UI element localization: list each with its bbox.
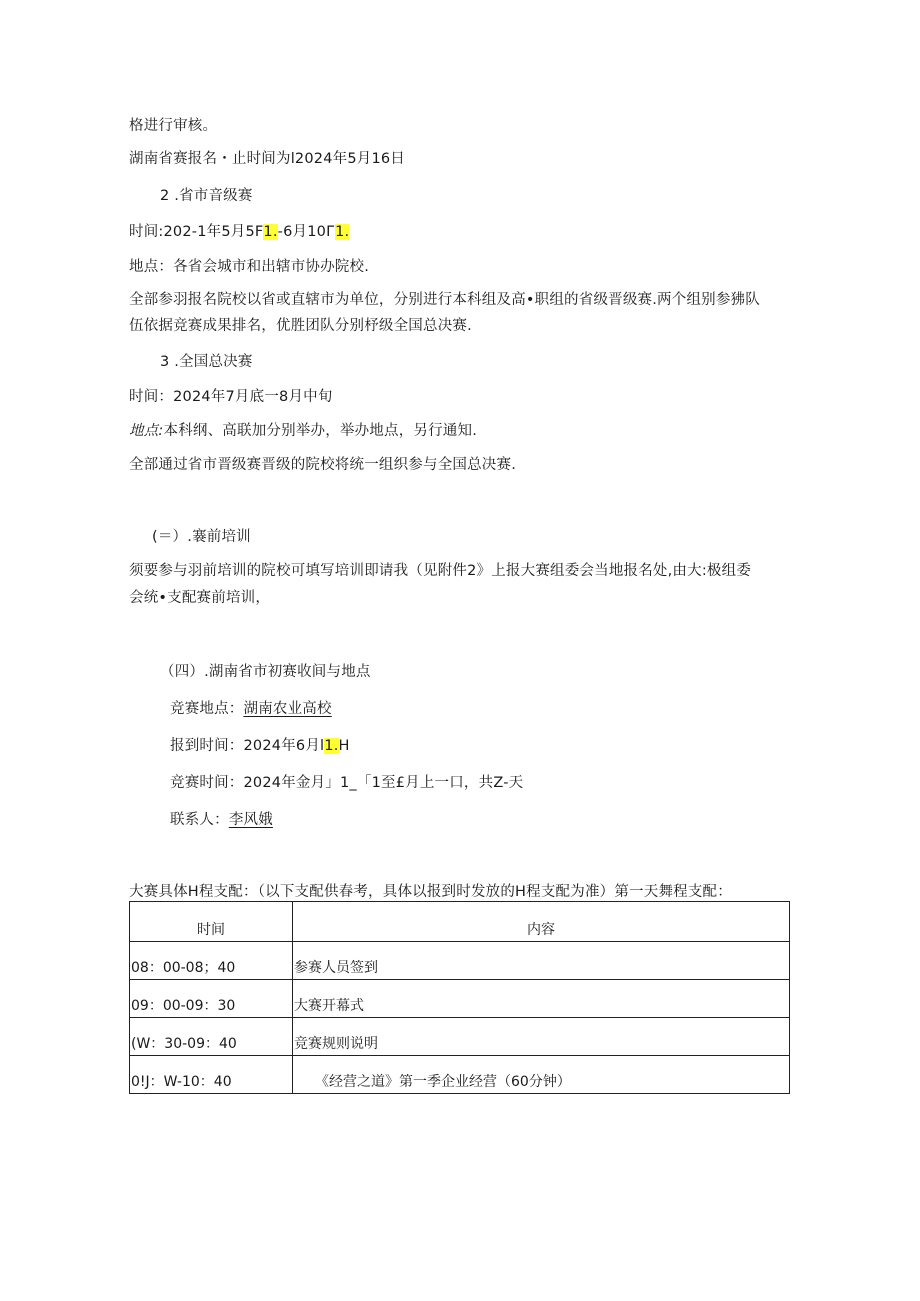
table-row	[130, 942, 790, 980]
paragraph-checkin-time	[170, 736, 350, 756]
paragraph-provincial-desc-line1: 全部参羽报名院校以省或直辖市为单位，分别进行本科组及高•职组的省级晋级赛.两个组别参狒队	[129, 292, 760, 308]
table-row	[130, 980, 790, 1018]
checkin-time-suffix: H	[338, 738, 350, 754]
cell-time: 09：00-09：30	[130, 980, 293, 1018]
heading-hunan-round: （四）.湖南省市初赛收间与地点	[160, 664, 371, 680]
cell-time: 08：00-08；40	[130, 942, 293, 980]
checkin-time-mid: l	[320, 738, 325, 754]
column-header-time: 时间	[130, 902, 293, 942]
contact-name: 李风娥	[228, 812, 273, 828]
paragraph-training-line2: 会统•支配赛前培训，	[129, 590, 271, 606]
column-header-content: 内容	[293, 902, 790, 942]
heading-provincial-round: 2 .省市音级赛	[160, 188, 253, 204]
provincial-time-mid: -6月10Г	[277, 224, 336, 240]
cell-content: 竞赛规则说明	[293, 1018, 790, 1056]
paragraph-hunan-venue	[170, 699, 332, 719]
contact-label: 联系人：	[170, 812, 229, 828]
paragraph-competition-time: 竞赛时间：2024年金月」1_「1至£月上一口，共Z-天	[170, 775, 524, 791]
national-venue-text: 本科纲、高联加分别举办，举办地点，另行通知.	[163, 423, 478, 439]
schedule-table	[129, 901, 790, 1094]
table-header-row	[130, 902, 790, 942]
heading-national-final: 3 .全国总决赛	[160, 354, 253, 370]
table-row	[130, 1018, 790, 1056]
hunan-venue-label: 竞赛地点：	[170, 701, 244, 717]
paragraph-national-desc: 全部通过省市晋级赛晋级的院校将统一组织参与全国总决赛.	[129, 457, 517, 473]
provincial-time-prefix: 时间:202-1年5月5F	[129, 224, 264, 240]
cell-content: 《经营之道》第一季企业经营（60分钟）	[293, 1056, 790, 1094]
paragraph-registration-deadline: 湖南省赛报名・止时间为l2024年5月16日	[129, 151, 406, 167]
cell-time: 0!J：W-10：40	[130, 1056, 293, 1094]
paragraph-national-time: 时间：2024年7月底一8月中旬	[129, 389, 333, 405]
paragraph-review: 格进行审核。	[129, 118, 218, 134]
cell-content: 大赛开幕式	[293, 980, 790, 1018]
national-venue-label: 地点:	[129, 423, 164, 439]
cell-time: (W：30-09：40	[130, 1018, 293, 1056]
highlight-mark: 1.	[324, 738, 339, 754]
table-row	[130, 1056, 790, 1094]
paragraph-national-venue	[129, 421, 477, 441]
highlight-mark: 1.	[335, 224, 350, 240]
highlight-mark: 1.	[263, 224, 278, 240]
paragraph-provincial-desc-line2: 伍依据竞赛成果排名，优胜团队分别杼级全国总决赛.	[129, 318, 472, 334]
paragraph-training-line1: 须要参与羽前培训的院校可填写培训即请我（见附件2》上报大赛组委会当地报名处,由大:极组委	[129, 563, 752, 579]
paragraph-schedule-intro: 大赛具体H程支配：（以下支配供春考，具体以报到时发放的H程支配为准）第一天舞程支配：	[129, 884, 732, 900]
paragraph-provincial-time	[129, 222, 349, 242]
hunan-venue-value: 湖南农业高校	[243, 701, 332, 717]
paragraph-contact	[170, 810, 273, 830]
cell-content: 参赛人员签到	[293, 942, 790, 980]
checkin-time-prefix: 报到时间：2024年6月	[170, 738, 321, 754]
paragraph-provincial-venue: 地点：各省会城市和出辖市协办院校.	[129, 259, 370, 275]
heading-pre-training: (＝）.褰前培训	[152, 529, 251, 545]
